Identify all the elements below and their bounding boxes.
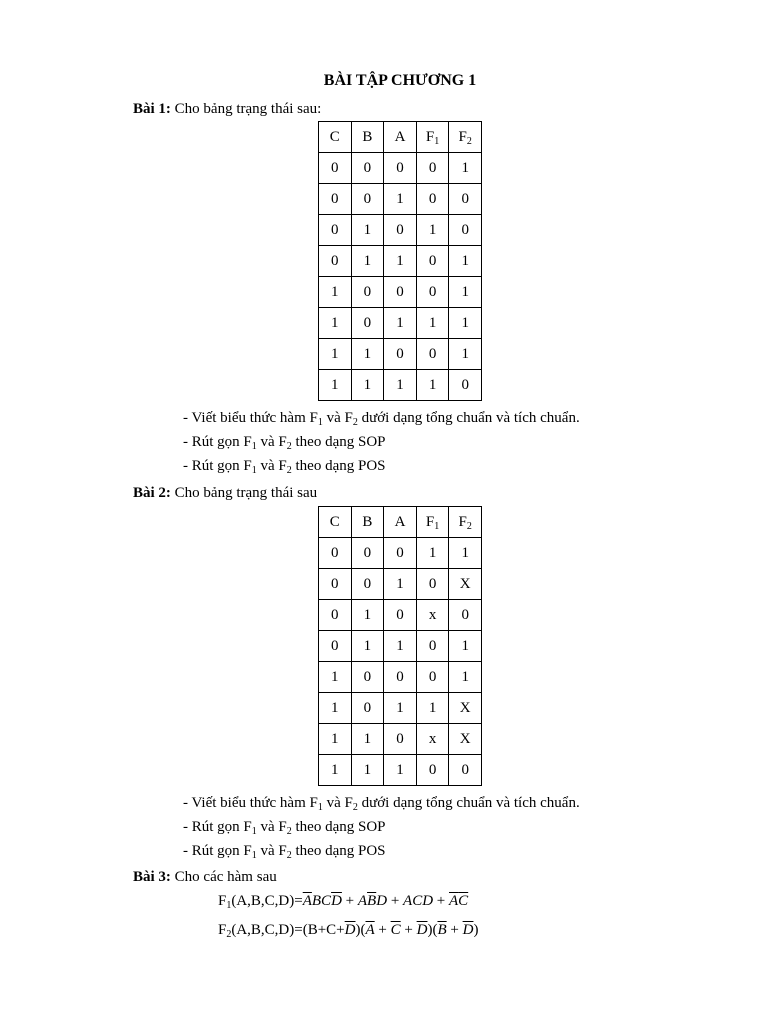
table-row <box>319 693 482 724</box>
table-cell: 1 <box>384 184 417 215</box>
table-cell: 0 <box>416 277 449 308</box>
table-cell: 0 <box>351 662 384 693</box>
table-cell: 1 <box>384 569 417 600</box>
table-cell: 1 <box>351 724 384 755</box>
table-cell: 1 <box>384 693 417 724</box>
table-row <box>319 569 482 600</box>
table-header-cell: A <box>384 507 417 538</box>
table-cell: X <box>449 724 482 755</box>
table-cell: 1 <box>384 631 417 662</box>
table-cell: 0 <box>416 339 449 370</box>
table-cell: X <box>449 693 482 724</box>
table-cell: 1 <box>351 370 384 401</box>
table-cell: 0 <box>319 569 352 600</box>
table-row <box>319 184 482 215</box>
table-header-cell: B <box>351 122 384 153</box>
table-cell: 0 <box>351 308 384 339</box>
table-header-row <box>319 507 482 538</box>
table-cell: 1 <box>319 662 352 693</box>
table-cell: 0 <box>384 339 417 370</box>
table-cell: x <box>416 600 449 631</box>
table-header-cell: $F_2$ <box>449 507 482 538</box>
exercise-2-heading <box>133 485 317 502</box>
table-cell: 0 <box>384 153 417 184</box>
table-cell: 0 <box>384 277 417 308</box>
table-header-cell: C <box>319 122 352 153</box>
table-cell: 0 <box>351 569 384 600</box>
function-f2: $F_2(A,B,C,D)=(B+C+\overline{D})(\overline{A} + \overline{C} + \overline{D})(\overline{B} + \overline{D})$ <box>218 922 479 940</box>
table-cell: 0 <box>351 277 384 308</box>
table-header-row <box>319 122 482 153</box>
table-cell: 0 <box>319 246 352 277</box>
table-cell: 0 <box>416 631 449 662</box>
exercise-2-task-2: - Rút gọn $F_1$ và $F_2$ theo dạng SOP <box>183 819 386 837</box>
table-cell: 1 <box>351 755 384 786</box>
table-cell: 1 <box>449 153 482 184</box>
exercise-1-task-3: - Rút gọn $F_1$ và $F_2$ theo dạng POS <box>183 458 386 476</box>
table-cell: 0 <box>351 184 384 215</box>
table-cell: 1 <box>449 277 482 308</box>
table-cell: 0 <box>384 538 417 569</box>
table-cell: 0 <box>416 153 449 184</box>
exercise-2-text: Cho bảng trạng thái sau <box>170 485 318 501</box>
table-cell: 0 <box>449 215 482 246</box>
table-cell: 1 <box>384 370 417 401</box>
table-cell: 0 <box>319 184 352 215</box>
table-header-cell: C <box>319 507 352 538</box>
table-header-cell: $F_2$ <box>449 122 482 153</box>
table-cell: 1 <box>384 246 417 277</box>
table-cell: 1 <box>351 339 384 370</box>
exercise-1-text: Cho bảng trạng thái sau: <box>170 101 322 117</box>
table-cell: 0 <box>449 755 482 786</box>
table-cell: 1 <box>351 246 384 277</box>
exercise-1-task-1: - Viết biểu thức hàm $F_1$ và $F_2$ dưới dạng tổng chuẩn và tích chuẩn. <box>183 410 580 428</box>
table-cell: 0 <box>319 600 352 631</box>
table-cell: 1 <box>416 370 449 401</box>
table-cell: x <box>416 724 449 755</box>
table-cell: 1 <box>449 339 482 370</box>
table-cell: 0 <box>449 600 482 631</box>
table-cell: 1 <box>351 631 384 662</box>
table-row <box>319 600 482 631</box>
table-cell: 0 <box>416 246 449 277</box>
table-row <box>319 724 482 755</box>
table-cell: 0 <box>351 153 384 184</box>
table-cell: 1 <box>416 538 449 569</box>
table-cell: 1 <box>319 308 352 339</box>
table-row <box>319 246 482 277</box>
table-row <box>319 631 482 662</box>
table-cell: 1 <box>319 755 352 786</box>
exercise-2-task-3: - Rút gọn $F_1$ và $F_2$ theo dạng POS <box>183 843 386 861</box>
table-cell: 1 <box>384 755 417 786</box>
table-cell: 1 <box>449 631 482 662</box>
table-row <box>319 755 482 786</box>
table-row <box>319 277 482 308</box>
table-cell: 0 <box>384 215 417 246</box>
table-cell: 0 <box>351 538 384 569</box>
function-f1: $F_1(A,B,C,D)=\overline{A}BC\overline{D} + A\overline{B}D$ + ACD + $\overline{A}\overline{C}$ <box>218 893 469 911</box>
table-cell: 0 <box>319 631 352 662</box>
table-cell: 0 <box>351 693 384 724</box>
table-header-cell: $F_1$ <box>416 507 449 538</box>
truth-table-1 <box>318 121 482 401</box>
table-cell: 0 <box>449 184 482 215</box>
table-row <box>319 215 482 246</box>
exercise-3-heading <box>133 869 277 886</box>
table-header-cell: B <box>351 507 384 538</box>
table-cell: 1 <box>319 277 352 308</box>
table-cell: 0 <box>384 662 417 693</box>
exercise-1-label: Bài 1: <box>133 101 171 117</box>
exercise-2-task-1: - Viết biểu thức hàm $F_1$ và $F_2$ dưới dạng tổng chuẩn và tích chuẩn. <box>183 795 580 813</box>
table-cell: 0 <box>416 184 449 215</box>
table-header-cell: A <box>384 122 417 153</box>
table-cell: 0 <box>449 370 482 401</box>
table-row <box>319 538 482 569</box>
table-cell: 0 <box>384 600 417 631</box>
truth-table-2 <box>318 506 482 786</box>
table-cell: 1 <box>416 693 449 724</box>
table-cell: 0 <box>416 755 449 786</box>
table-cell: 1 <box>449 246 482 277</box>
table-header-cell: $F_1$ <box>416 122 449 153</box>
table-cell: 1 <box>416 215 449 246</box>
table-cell: 1 <box>319 339 352 370</box>
table-cell: 0 <box>416 662 449 693</box>
table-cell: 1 <box>449 308 482 339</box>
table-cell: 1 <box>319 693 352 724</box>
table-row <box>319 153 482 184</box>
table-cell: 1 <box>351 215 384 246</box>
page-title: BÀI TẬP CHƯƠNG 1 <box>323 72 477 89</box>
table-row <box>319 308 482 339</box>
table-cell: 1 <box>449 538 482 569</box>
table-cell: 0 <box>319 153 352 184</box>
exercise-1-heading <box>133 101 321 118</box>
table-cell: 1 <box>319 370 352 401</box>
table-cell: X <box>449 569 482 600</box>
exercise-3-text: Cho các hàm sau <box>170 869 277 885</box>
table-cell: 1 <box>351 600 384 631</box>
exercise-3-label: Bài 3: <box>133 869 171 885</box>
table-cell: 1 <box>319 724 352 755</box>
exercise-1-task-2: - Rút gọn $F_1$ và $F_2$ theo dạng SOP <box>183 434 386 452</box>
table-cell: 0 <box>384 724 417 755</box>
table-row <box>319 662 482 693</box>
table-cell: 1 <box>416 308 449 339</box>
table-cell: 0 <box>416 569 449 600</box>
table-row <box>319 339 482 370</box>
table-cell: 1 <box>384 308 417 339</box>
table-cell: 0 <box>319 538 352 569</box>
table-cell: 0 <box>319 215 352 246</box>
table-cell: 1 <box>449 662 482 693</box>
exercise-2-label: Bài 2: <box>133 485 171 501</box>
table-row <box>319 370 482 401</box>
